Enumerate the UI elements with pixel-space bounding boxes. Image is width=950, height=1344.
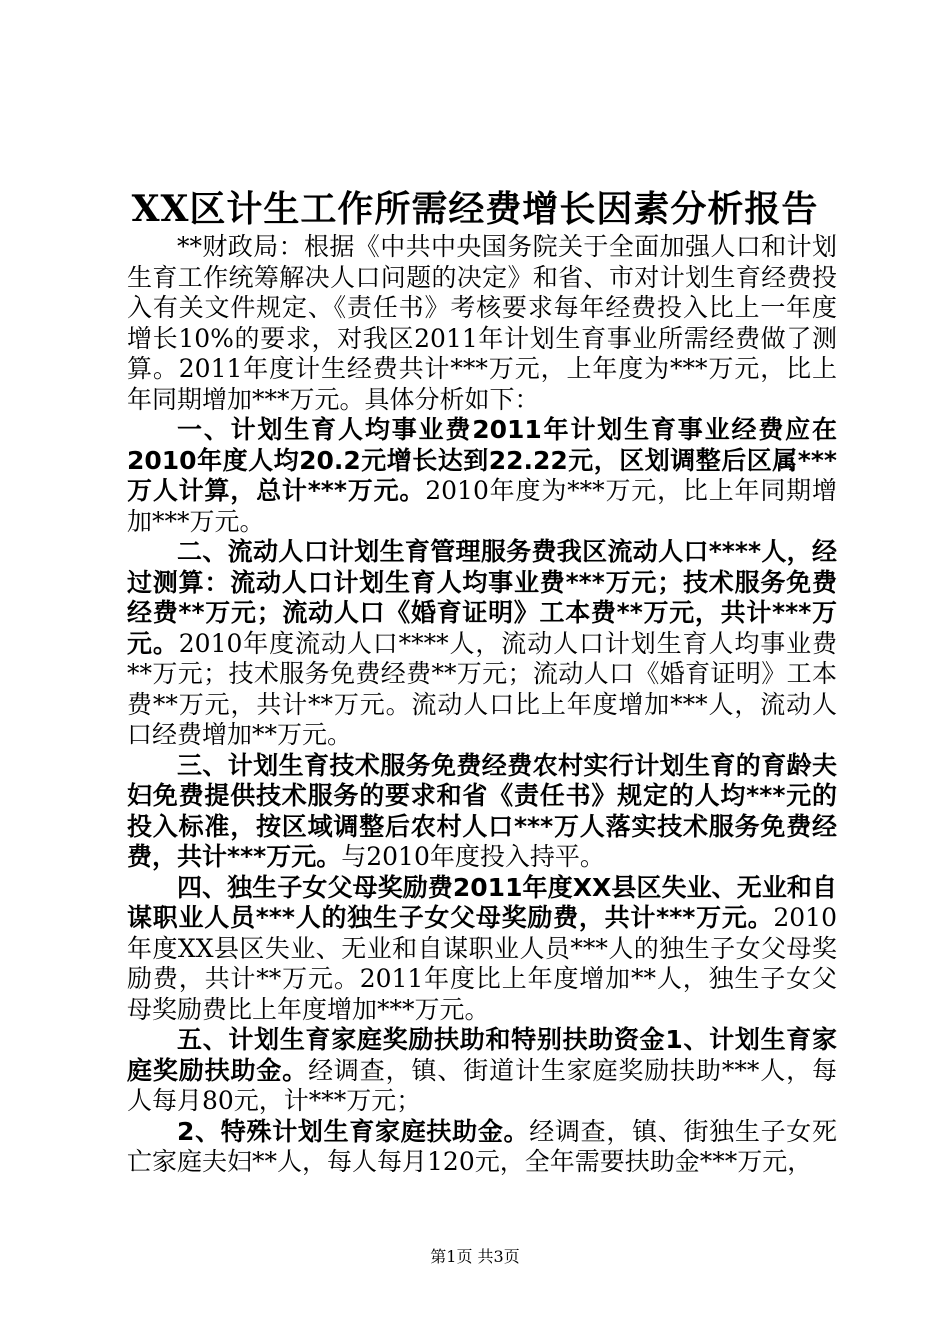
section-6-paragraph xyxy=(127,1117,837,1178)
section-6-heading: 2、特殊计划生育家庭扶助金。 xyxy=(177,1116,530,1146)
page-footer: 第1页 共3页 xyxy=(430,1247,520,1266)
section-5-text: 经调查，镇、街道计生家庭奖励扶助***人，每人每月80元，计***万元； xyxy=(127,1055,837,1115)
section-3-paragraph xyxy=(127,751,837,873)
section-1-paragraph xyxy=(127,415,837,537)
section-1-heading: 一、计划生育人均事业费2011年计划生育事业经费应在2010年度人均20.2元增长达到22.22元，区划调整后区属***万人计算，总计***万元。 xyxy=(127,415,837,505)
section-3-text: 与2010年度投入持平。 xyxy=(341,842,605,871)
section-2-text: 2010年度流动人口****人，流动人口计划生育人均事业费**万元；技术服务免费经费**万元；流动人口《婚育证明》工本费**万元，共计**万元。流动人口比上年度增加***人，流动人口经费增加**万元。 xyxy=(127,628,837,749)
document-body xyxy=(127,232,837,1178)
section-2-paragraph xyxy=(127,537,837,751)
section-4-paragraph xyxy=(127,873,837,1026)
section-3-heading: 三、计划生育技术服务免费经费农村实行计划生育的育龄夫妇免费提供技术服务的要求和省《责任书》规定的人均***元的投入标准，按区域调整后农村人口***万人落实技术服务免费经费，共计***万元。 xyxy=(127,750,837,871)
section-5-heading: 五、计划生育家庭奖励扶助和特别扶助资金1、计划生育家庭奖励扶助金。 xyxy=(127,1025,837,1085)
section-2-heading: 二、流动人口计划生育管理服务费我区流动人口****人，经过测算：流动人口计划生育人均事业费***万元；技术服务免费经费**万元；流动人口《婚育证明》工本费**万元，共计***万元。 xyxy=(127,537,837,658)
section-6-text: 经调查，镇、街独生子女死亡家庭夫妇**人，每人每月120元，全年需要扶助金***万元， xyxy=(127,1116,837,1176)
intro-paragraph: **财政局：根据《中共中央国务院关于全面加强人口和计划生育工作统筹解决人口问题的决定》和省、市对计划生育经费投入有关文件规定、《责任书》考核要求每年经费投入比上一年度增长10%的要求，对我区2011年计划生育事业所需经费做了测算。2011年度计生经费共计***万元，上年度为***万元，比上年同期增加***万元。具体分析如下： xyxy=(127,232,837,414)
document-title: XX区计生工作所需经费增长因素分析报告 xyxy=(131,188,819,230)
section-4-text: 2010年度XX县区失业、无业和自谋职业人员***人的独生子女父母奖励费，共计**万元。2011年度比上年度增加**人，独生子女父母奖励费比上年度增加***万元。 xyxy=(127,903,837,1024)
section-4-heading: 四、独生子女父母奖励费2011年度XX县区失业、无业和自谋职业人员***人的独生子女父母奖励费，共计***万元。 xyxy=(127,872,837,932)
section-1-text: 2010年度为***万元，比上年同期增加***万元。 xyxy=(127,476,837,536)
section-5-paragraph xyxy=(127,1025,837,1117)
